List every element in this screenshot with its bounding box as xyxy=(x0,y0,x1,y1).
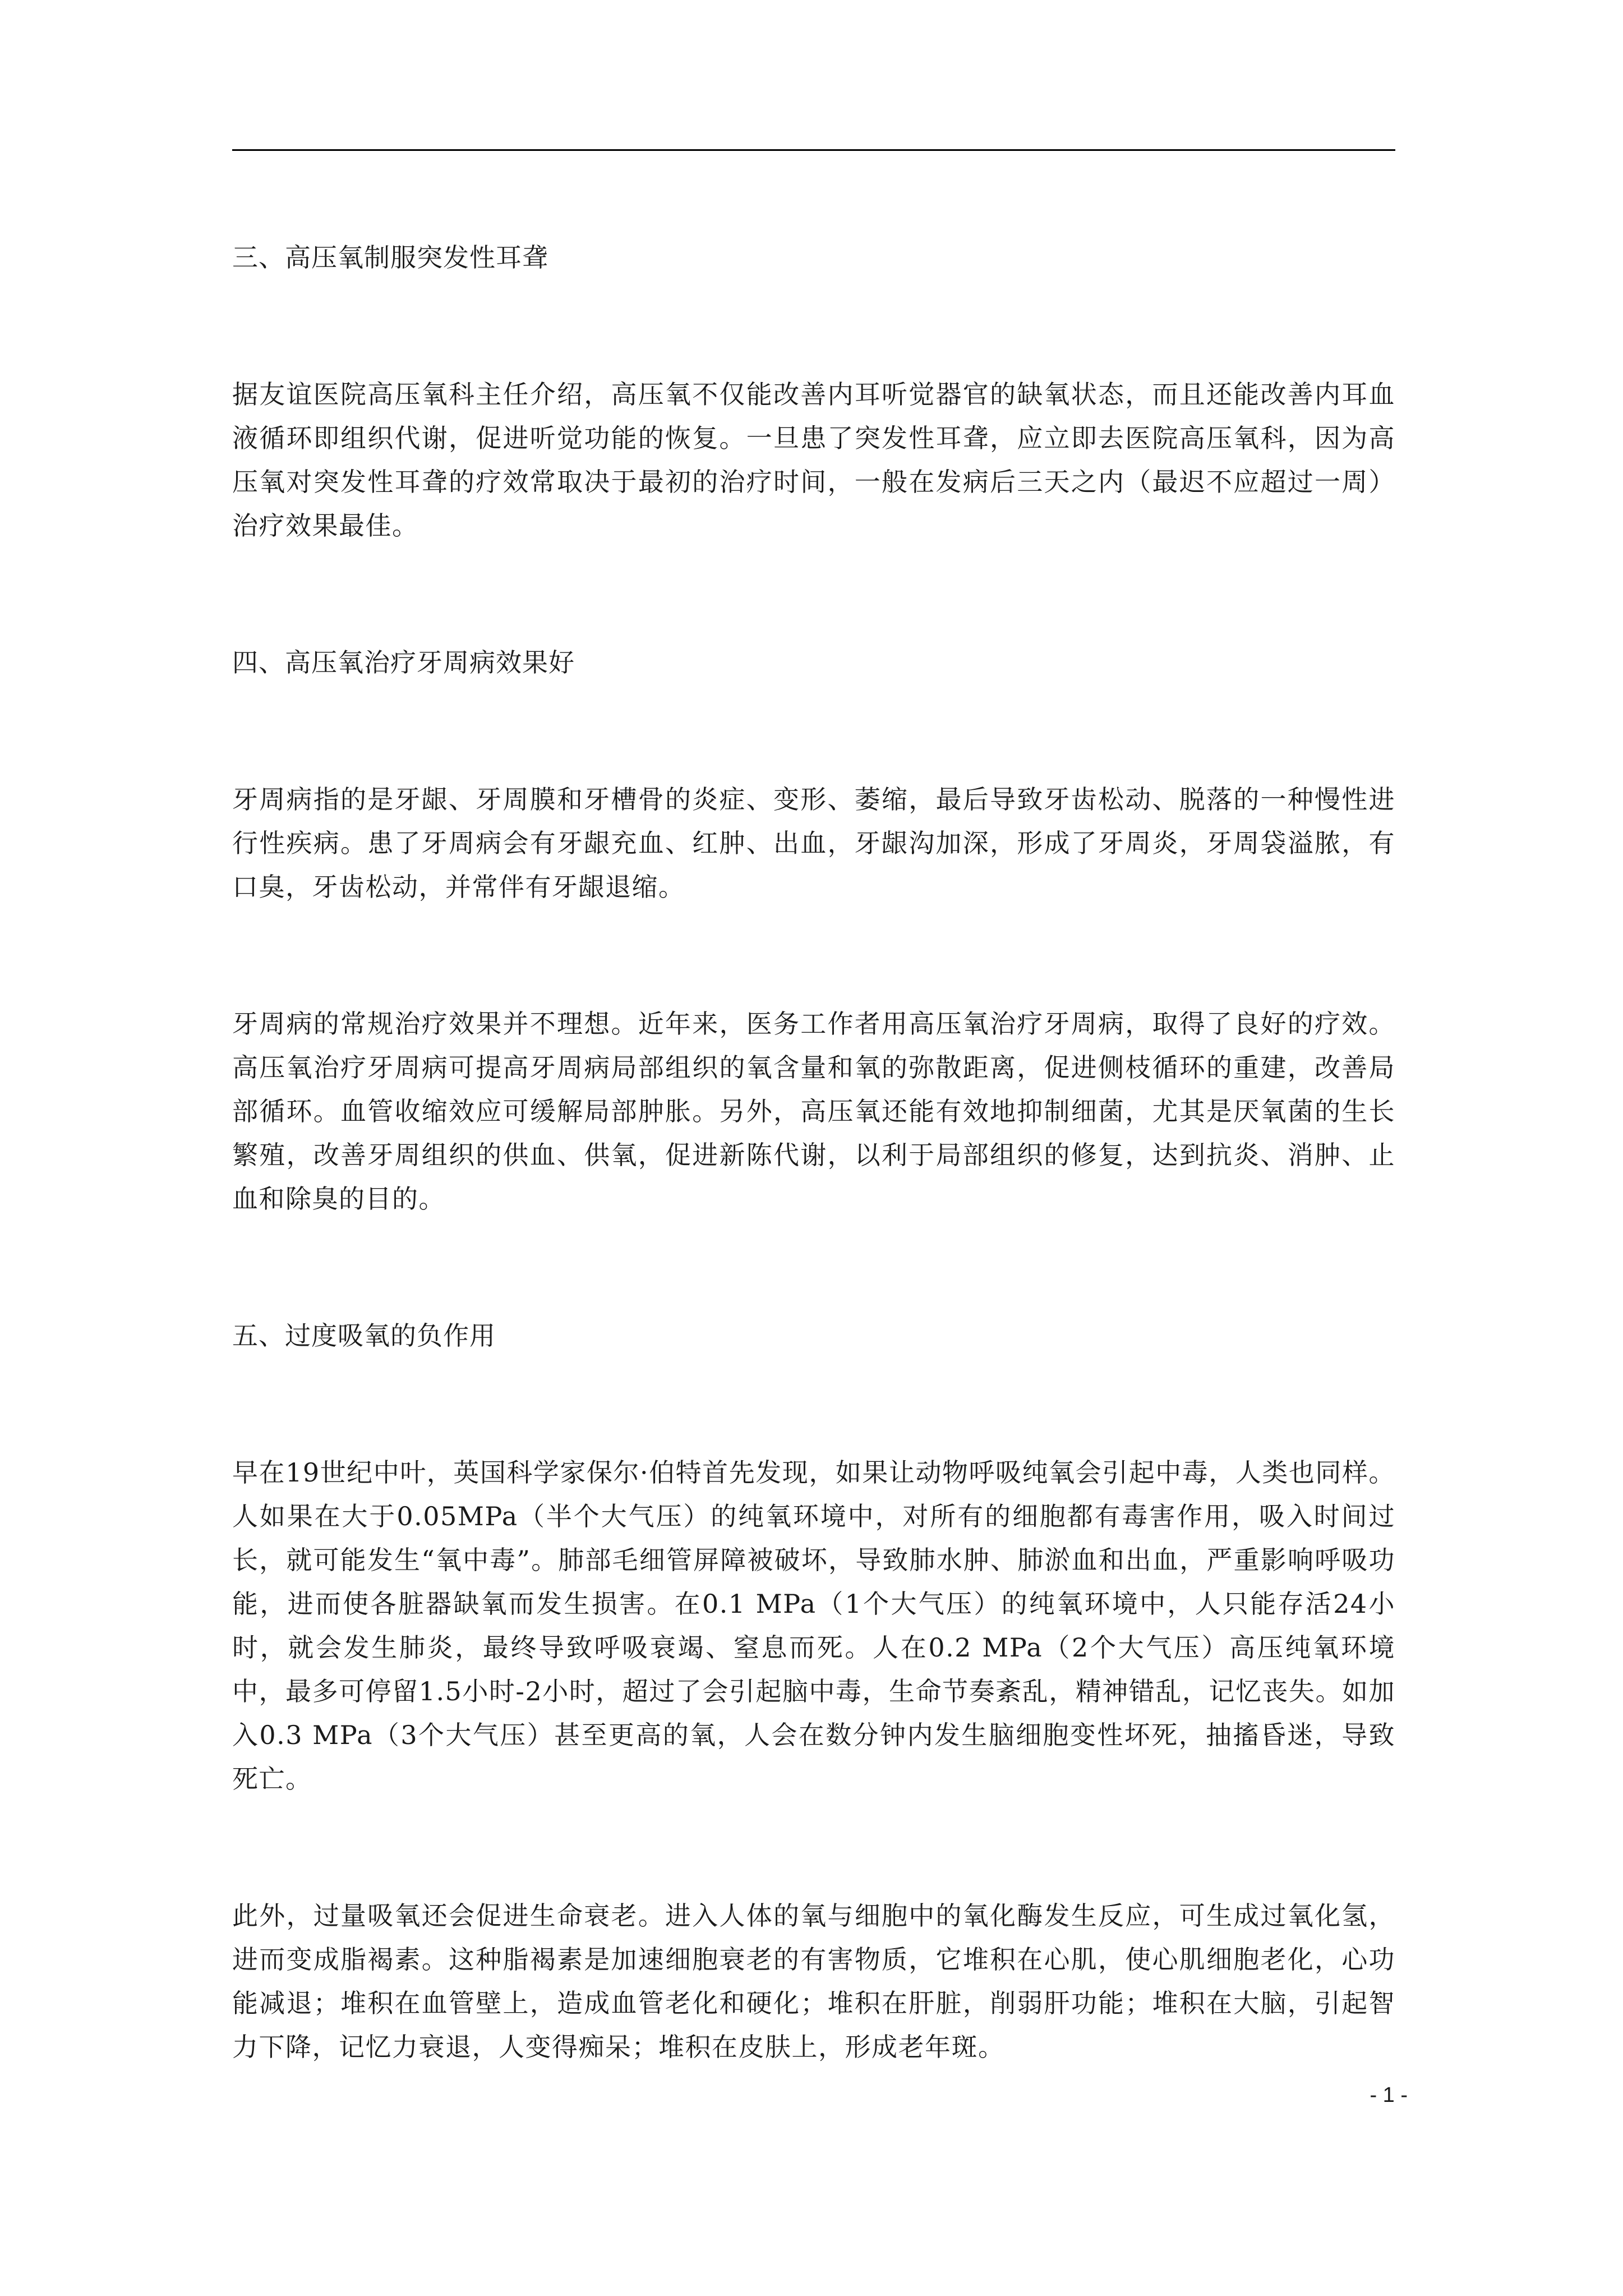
page-number: - 1 - xyxy=(1370,2083,1408,2107)
paragraph-oxygen-toxicity: 早在19世纪中叶，英国科学家保尔·伯特首先发现，如果让动物呼吸纯氧会引起中毒，人类也同样。人如果在大于0.05MPa（半个大气压）的纯氧环境中，对所有的细胞都有毒害作用，吸入时间过长，就可能发生“氧中毒”。肺部毛细管屏障被破坏，导致肺水肿、肺淤血和出血，严重影响呼吸功能，进而使各脏器缺氧而发生损害。在0.1 MPa（1个大气压）的纯氧环境中，人只能存活24小时，就会发生肺炎，最终导致呼吸衰竭、窒息而死。人在0.2 MPa（2个大气压）高压纯氧环境中，最多可停留1.5小时-2小时，超过了会引起脑中毒，生命节奏紊乱，精神错乱，记忆丧失。如加入0.3 MPa（3个大气压）甚至更高的氧，人会在数分钟内发生脑细胞变性坏死，抽搐昏迷，导致死亡。 xyxy=(232,1457,1395,1794)
document-body xyxy=(232,236,1395,2162)
section-heading-3: 三、高压氧制服突发性耳聋 xyxy=(232,242,548,273)
paragraph-periodontal-treatment: 牙周病的常规治疗效果并不理想。近年来，医务工作者用高压氧治疗牙周病，取得了良好的疗效。高压氧治疗牙周病可提高牙周病局部组织的氧含量和氧的弥散距离，促进侧枝循环的重建，改善局部循环。血管收缩效应可缓解局部肿胀。另外，高压氧还能有效地抑制细菌，尤其是厌氧菌的生长繁殖，改善牙周组织的供血、供氧，促进新陈代谢，以利于局部组织的修复，达到抗炎、消肿、止血和除臭的目的。 xyxy=(232,1009,1395,1214)
paragraph-sudden-deafness: 据友谊医院高压氧科主任介绍，高压氧不仅能改善内耳听觉器官的缺氧状态，而且还能改善内耳血液循环即组织代谢，促进听觉功能的恢复。一旦患了突发性耳聋，应立即去医院高压氧科，因为高压氧对突发性耳聋的疗效常取决于最初的治疗时间，一般在发病后三天之内（最迟不应超过一周）治疗效果最佳。 xyxy=(232,379,1395,541)
paragraph-periodontal-definition: 牙周病指的是牙龈、牙周膜和牙槽骨的炎症、变形、萎缩，最后导致牙齿松动、脱落的一种慢性进行性疾病。患了牙周病会有牙龈充血、红肿、出血，牙龈沟加深，形成了牙周炎，牙周袋溢脓，有口臭，牙齿松动，并常伴有牙龈退缩。 xyxy=(232,784,1395,902)
section-heading-5: 五、过度吸氧的负作用 xyxy=(232,1320,496,1351)
section-heading-4: 四、高压氧治疗牙周病效果好 xyxy=(232,647,575,678)
header-rule xyxy=(232,149,1395,151)
paragraph-aging-effects: 此外，过量吸氧还会促进生命衰老。进入人体的氧与细胞中的氧化酶发生反应，可生成过氧化氢，进而变成脂褐素。这种脂褐素是加速细胞衰老的有害物质，它堆积在心肌，使心肌细胞老化，心功能减退；堆积在血管壁上，造成血管老化和硬化；堆积在肝脏，削弱肝功能；堆积在大脑，引起智力下降，记忆力衰退，人变得痴呆；堆积在皮肤上，形成老年斑。 xyxy=(232,1901,1395,2062)
